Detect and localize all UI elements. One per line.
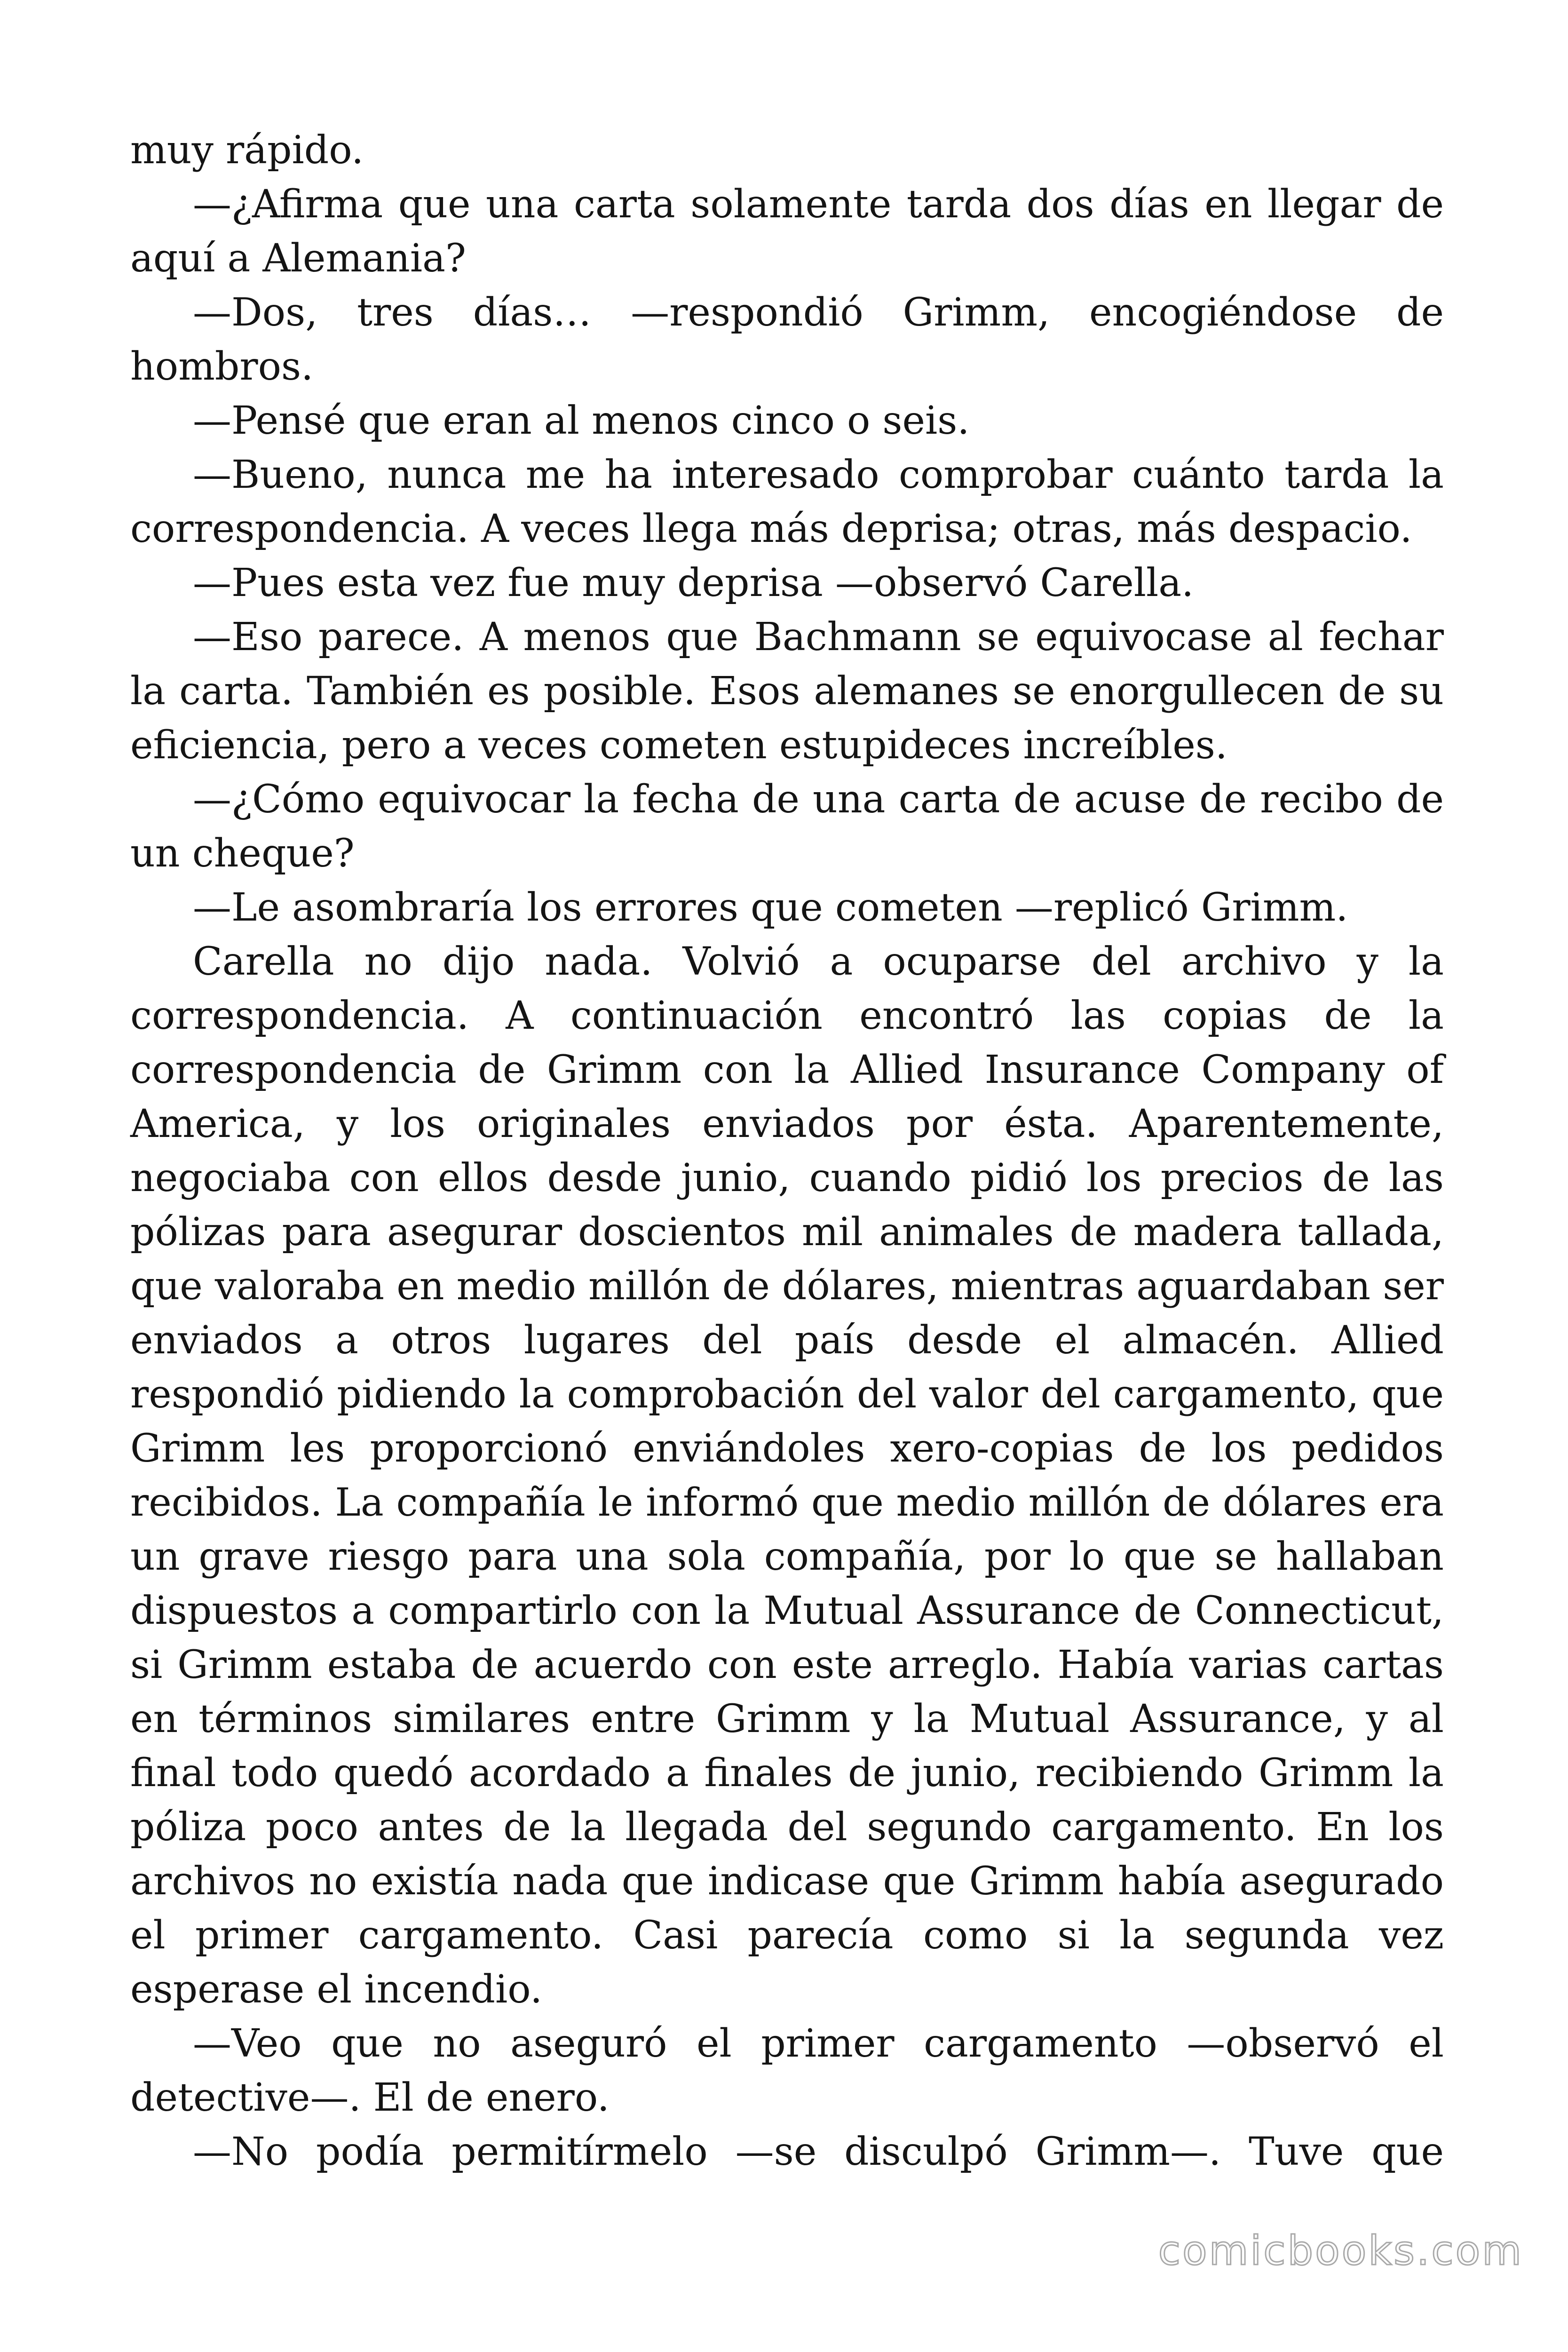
watermark: comicbooks.com (1158, 2227, 1523, 2274)
paragraph: —¿Afirma que una carta solamente tarda dos días en llegar de aquí a Alemania? (130, 182, 1444, 281)
paragraph: —Pues esta vez fue muy deprisa —observó Carella. (193, 561, 1194, 605)
paragraph: —Pensé que eran al menos cinco o seis. (193, 398, 970, 443)
paragraph-continued: —No podía permitírmelo —se disculpó Grimm—. Tuve que (193, 2130, 1444, 2174)
paragraph: —Veo que no aseguró el primer cargamento —observó el detective—. El de enero. (130, 2021, 1444, 2120)
paragraph: —¿Cómo equivocar la fecha de una carta de acuse de recibo de un cheque? (130, 777, 1444, 876)
paragraph: Carella no dijo nada. Volvió a ocuparse del archivo y la correspondencia. A continuación encontró las copias de la correspondencia de Grimm con la Allied Insurance Company of America, y los originales enviados por ésta. Aparentemente, negociaba con ellos desde junio, cuando pidió los precios de las pólizas para asegurar doscientos mil animales de madera tallada, que valoraba en medio millón de dólares, mientras aguardaban ser enviados a otros lugares del país desde el almacén. Allied respondió pidiendo la comprobación del valor del cargamento, que Grimm les proporcionó enviándoles xero-copias de los pedidos recibidos. La compañía le informó que medio millón de dólares era un grave riesgo para una sola compañía, por lo que se hallaban dispuestos a compartirlo con la Mutual Assurance de Connecticut, si Grimm estaba de acuerdo con este arreglo. Había varias cartas en términos similares entre Grimm y la Mutual Assurance, y al final todo quedó acordado a finales de junio, recibiendo Grimm la póliza poco antes de la llegada del segundo cargamento. En los archivos no existía nada que indicase que Grimm había asegurado el primer cargamento. Casi parecía como si la segunda vez esperase el incendio. (130, 939, 1444, 2012)
paragraph: —Eso parece. A menos que Bachmann se equivocase al fechar la carta. También es posible. Esos alemanes se enorgullecen de su eficiencia, pero a veces cometen estupideces increíbles. (130, 615, 1444, 768)
body-text (130, 123, 1444, 2179)
paragraph: —Le asombraría los errores que cometen —replicó Grimm. (193, 885, 1348, 930)
paragraph: muy rápido. (130, 128, 364, 173)
paragraph: —Bueno, nunca me ha interesado comprobar cuánto tarda la correspondencia. A veces llega más deprisa; otras, más despacio. (130, 453, 1444, 551)
paragraph: —Dos, tres días… —respondió Grimm, encogiéndose de hombros. (130, 290, 1444, 389)
